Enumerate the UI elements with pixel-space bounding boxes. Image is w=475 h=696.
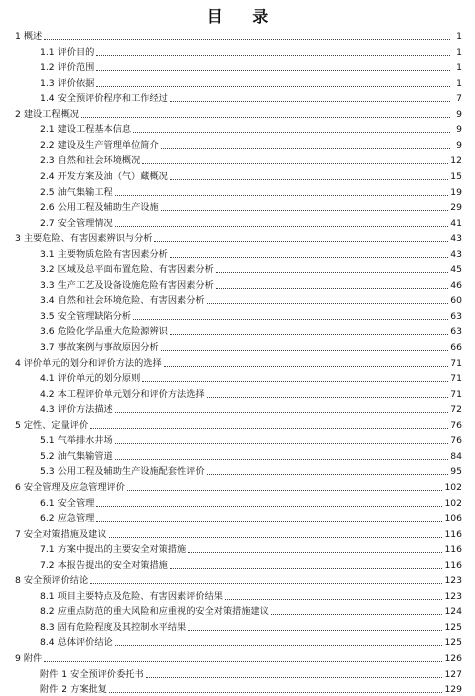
dot-leader (161, 350, 449, 351)
toc-entry[interactable] (15, 106, 462, 121)
toc-entry[interactable] (40, 557, 462, 572)
toc-entry-number: 6.1 (40, 497, 55, 509)
toc-entry[interactable] (40, 666, 462, 681)
toc-entry[interactable] (40, 261, 462, 276)
toc-entry[interactable] (40, 152, 462, 167)
toc-entry[interactable] (40, 541, 462, 556)
toc-entry[interactable] (15, 355, 462, 370)
toc-entry-label: 本报告提出的安全对策措施 (57, 559, 168, 571)
toc-entry-page: 123 (444, 590, 462, 602)
toc-entry-number: 3.6 (40, 326, 55, 338)
toc-entry-number: 附件 1 (40, 668, 68, 680)
dot-leader (115, 226, 449, 227)
toc-entry-label: 方案批复 (70, 684, 107, 696)
dot-leader (216, 272, 448, 273)
toc-entry-page: 9 (456, 124, 462, 136)
toc-entry-number: 4.1 (40, 373, 55, 385)
toc-entry-number: 4 (15, 357, 21, 369)
toc-entry-label: 建设工程基本信息 (57, 124, 132, 136)
toc-entry-page: 116 (444, 544, 462, 556)
toc-entry[interactable] (40, 323, 462, 338)
toc-entry[interactable] (40, 292, 462, 307)
dot-leader (96, 55, 450, 56)
toc-entry-page: 71 (450, 373, 462, 385)
toc-entry-page: 1 (456, 31, 462, 42)
toc-entry[interactable] (15, 417, 462, 432)
toc-entry-number: 7 (15, 528, 21, 540)
toc-entry[interactable] (40, 370, 462, 385)
toc-entry-number: 9 (15, 653, 21, 664)
toc-entry-page: 95 (450, 466, 462, 478)
toc-entry-page: 43 (450, 233, 462, 245)
dot-leader (142, 163, 448, 164)
toc-entry-page: 60 (450, 295, 462, 307)
toc-entry-label: 危险化学品重大危险源辨识 (57, 326, 168, 338)
toc-entry-number: 3.5 (40, 310, 55, 322)
toc-entry-label: 固有危险程度及其控制水平结果 (57, 621, 187, 633)
toc-entry-page: 102 (444, 497, 462, 509)
dot-leader (207, 474, 449, 475)
toc-entry-label: 评价单元的划分和评价方法的选择 (23, 357, 162, 369)
dot-leader (170, 568, 443, 569)
toc-entry-number: 7.1 (40, 544, 55, 556)
toc-entry-number: 5 (15, 419, 21, 431)
dot-leader (96, 506, 442, 507)
toc-entry-number: 8.4 (40, 637, 55, 649)
toc-entry-number: 2.6 (40, 202, 55, 214)
toc-entry-page: 63 (450, 326, 462, 338)
toc-entry-page: 76 (450, 419, 462, 431)
toc-entry[interactable] (40, 308, 462, 323)
toc-entry-label: 建设及生产管理单位简介 (57, 139, 159, 151)
toc-entry[interactable] (40, 90, 462, 105)
toc-entry[interactable] (40, 199, 462, 214)
toc-entry-page: 63 (450, 310, 462, 322)
toc-entry[interactable] (15, 650, 462, 665)
toc-entry[interactable] (40, 75, 462, 90)
toc-entry-page: 1 (456, 46, 462, 58)
dot-leader (109, 537, 443, 538)
toc-entry[interactable] (40, 588, 462, 603)
toc-entry-page: 116 (444, 528, 462, 540)
toc-entry-number: 1.3 (40, 77, 55, 89)
toc-entry-page: 106 (444, 513, 462, 525)
toc-entry-page: 72 (450, 404, 462, 416)
toc-entry-page: 1 (456, 62, 462, 74)
toc-entry-page: 9 (456, 139, 462, 151)
toc-entry-page: 66 (450, 342, 462, 353)
toc-entry-label: 评价目的 (57, 46, 95, 58)
toc-entry[interactable] (40, 137, 462, 152)
toc-entry-label: 安全对策措施及建议 (23, 528, 107, 540)
dot-leader (207, 397, 449, 398)
toc-entry-number: 附件 2 (40, 684, 68, 696)
toc-entry[interactable] (40, 619, 462, 634)
toc-entry-page: 124 (444, 606, 462, 618)
toc-entry[interactable] (40, 432, 462, 447)
page-title: 目 录 (206, 7, 281, 26)
toc-entry-label: 主要物质危险有害因素分析 (57, 248, 168, 260)
toc-entry-number: 6 (15, 481, 21, 493)
toc-entry-page: 125 (444, 621, 462, 633)
dot-leader (96, 521, 442, 522)
toc-entry-label: 评价范围 (57, 62, 95, 74)
toc-entry-number: 1.2 (40, 62, 55, 74)
toc-entry-page: 127 (444, 668, 462, 680)
toc-entry[interactable] (40, 121, 462, 136)
toc-entry-page: 12 (450, 155, 462, 167)
toc-entry-label: 安全管理情况 (57, 217, 113, 229)
toc-entry-page: 102 (444, 481, 462, 493)
toc-entry[interactable] (40, 277, 462, 292)
toc-entry-label: 自然和社会环境概况 (57, 155, 141, 167)
dot-leader (146, 677, 443, 678)
toc-entry-label: 方案中提出的主要安全对策措施 (57, 544, 187, 556)
dot-leader (115, 195, 449, 196)
toc-entry-number: 2 (15, 108, 21, 120)
dot-leader (96, 86, 450, 87)
dot-leader (115, 459, 449, 460)
dot-leader (127, 490, 443, 491)
toc-entry-label: 定性、定量评价 (23, 419, 89, 431)
toc-entry-number: 2.4 (40, 170, 55, 182)
toc-entry-label: 评价方法描述 (57, 404, 113, 416)
toc-entry-label: 安全管理及应急管理评价 (23, 481, 125, 493)
dot-leader (96, 70, 450, 71)
toc-entry-label: 区域及总平面布置危险、有害因素分析 (57, 264, 214, 276)
toc-entry[interactable] (15, 526, 462, 541)
toc-entry-label: 概述 (23, 31, 43, 42)
toc-entry[interactable] (40, 634, 462, 649)
toc-entry-label: 主要危险、有害因素辨识与分析 (23, 233, 153, 245)
toc-entry-number: 2.1 (40, 124, 55, 136)
dot-leader (188, 552, 442, 553)
toc-entry[interactable] (40, 59, 462, 74)
toc-entry-label: 油气集输工程 (57, 186, 113, 198)
toc-entry-number: 5.2 (40, 450, 55, 462)
dot-leader (90, 428, 448, 429)
toc-entry[interactable] (40, 495, 462, 510)
dot-leader (133, 132, 450, 133)
toc-entry-page: 45 (450, 264, 462, 276)
toc-entry[interactable] (40, 463, 462, 478)
toc-entry-label: 建设工程概况 (23, 108, 79, 120)
dot-leader (115, 412, 449, 413)
dot-leader (170, 101, 450, 102)
toc-entry-number: 2.7 (40, 217, 55, 229)
dot-leader (44, 661, 442, 662)
dot-leader (207, 303, 449, 304)
dot-leader (115, 645, 443, 646)
toc-entry[interactable] (40, 448, 462, 463)
dot-leader (170, 257, 448, 258)
toc-entry-number: 8 (15, 575, 21, 587)
toc-entry-number: 8.1 (40, 590, 55, 602)
toc-entry-label: 评价依据 (57, 77, 95, 89)
toc-entry-number: 3.3 (40, 279, 55, 291)
toc-entry-label: 公用工程及辅助生产设施配套性评价 (57, 466, 205, 478)
toc-entry-number: 2.3 (40, 155, 55, 167)
toc-entry-label: 项目主要特点及危险、有害因素评价结果 (57, 590, 223, 602)
toc-entry-number: 2.2 (40, 139, 55, 151)
toc-entry-page: 19 (450, 186, 462, 198)
toc-entry-page: 43 (450, 248, 462, 260)
toc-entry-page: 123 (444, 575, 462, 587)
toc-entry[interactable] (40, 246, 462, 261)
toc-entry[interactable] (40, 603, 462, 618)
toc-entry-label: 生产工艺及设备设施危险有害因素分析 (57, 279, 214, 291)
toc-entry-label: 应重点防范的重大风险和应重视的安全对策措施建议 (57, 606, 269, 618)
toc-entry-number: 3.7 (40, 342, 55, 353)
dot-leader (164, 366, 449, 367)
toc-entry-number: 3.2 (40, 264, 55, 276)
toc-entry-label: 公用工程及辅助生产设施 (57, 202, 159, 214)
toc-entry-page: 29 (450, 202, 462, 214)
dot-leader (271, 614, 443, 615)
toc-entry-page: 71 (450, 357, 462, 369)
dot-leader (216, 288, 448, 289)
dot-leader (154, 241, 448, 242)
toc-entry-label: 应急管理 (57, 513, 95, 525)
toc-entry[interactable] (15, 572, 462, 587)
toc-entry-label: 评价单元的划分原则 (57, 373, 141, 385)
toc-entry[interactable] (40, 184, 462, 199)
toc-entry-label: 气举排水井场 (57, 435, 113, 447)
toc-entry-page: 71 (450, 388, 462, 400)
dot-leader (44, 39, 450, 40)
toc-entry[interactable] (40, 44, 462, 59)
toc-entry-number: 7.2 (40, 559, 55, 571)
toc-entry-label: 安全管理缺陷分析 (57, 310, 132, 322)
toc-entry[interactable] (40, 681, 462, 696)
toc-entry-label: 事故案例与事故原因分析 (57, 342, 159, 353)
dot-leader (115, 443, 449, 444)
dot-leader (81, 117, 450, 118)
toc-entry[interactable] (40, 339, 462, 354)
toc-entry-label: 安全预评价程序和工作经过 (57, 93, 168, 105)
toc-entry-label: 安全预评价结论 (23, 575, 89, 587)
toc-entry[interactable] (40, 215, 462, 230)
toc-entry-label: 本工程评价单元划分和评价方法选择 (57, 388, 205, 400)
toc-entry-page: 9 (456, 108, 462, 120)
toc-entry[interactable] (15, 230, 462, 245)
toc-entry[interactable] (15, 28, 462, 43)
toc-entry-label: 开发方案及油（气）藏概况 (57, 170, 168, 182)
toc-entry-number: 1.4 (40, 93, 55, 105)
toc-entry-number: 8.2 (40, 606, 55, 618)
toc-entry-label: 附件 (23, 653, 43, 664)
toc-entry-page: 125 (444, 637, 462, 649)
toc-entry[interactable] (40, 401, 462, 416)
toc-entry-number: 3.1 (40, 248, 55, 260)
dot-leader (225, 599, 442, 600)
toc-entry-number: 5.3 (40, 466, 55, 478)
toc-entry-page: 46 (450, 279, 462, 291)
toc-entry-page: 7 (456, 93, 462, 105)
toc-entry-label: 油气集输管道 (57, 450, 113, 462)
toc-entry-number: 3 (15, 233, 21, 245)
toc-entry[interactable] (40, 168, 462, 183)
dot-leader (161, 148, 450, 149)
toc-entry-page: 15 (450, 170, 462, 182)
dot-leader (90, 583, 442, 584)
toc-entry-number: 4.2 (40, 388, 55, 400)
toc-entry-page: 41 (450, 217, 462, 229)
toc-entry-number: 8.3 (40, 621, 55, 633)
toc-entry-page: 129 (444, 684, 462, 696)
dot-leader (133, 319, 448, 320)
toc-entry-page: 126 (444, 653, 462, 664)
dot-leader (161, 210, 449, 211)
toc-entry-number: 2.5 (40, 186, 55, 198)
dot-leader (188, 630, 442, 631)
toc-entry-label: 安全预评价委托书 (70, 668, 144, 680)
toc-entry[interactable] (15, 479, 462, 494)
dot-leader (170, 179, 448, 180)
toc-entry-number: 1 (15, 31, 21, 42)
toc-entry-page: 1 (456, 77, 462, 89)
toc-entry-label: 自然和社会环境危险、有害因素分析 (57, 295, 205, 307)
toc-entry[interactable] (40, 386, 462, 401)
toc-entry-page: 116 (444, 559, 462, 571)
toc-entry[interactable] (40, 510, 462, 525)
toc-entry-number: 1.1 (40, 46, 55, 58)
toc-entry-page: 84 (450, 450, 462, 462)
dot-leader (142, 381, 448, 382)
toc-entry-number: 5.1 (40, 435, 55, 447)
toc-entry-number: 4.3 (40, 404, 55, 416)
toc-entry-label: 总体评价结论 (57, 637, 113, 649)
toc-entry-label: 安全管理 (57, 497, 95, 509)
toc-entry-number: 3.4 (40, 295, 55, 307)
toc-entry-page: 76 (450, 435, 462, 447)
dot-leader (170, 334, 448, 335)
toc-entry-number: 6.2 (40, 513, 55, 525)
dot-leader (109, 692, 443, 693)
